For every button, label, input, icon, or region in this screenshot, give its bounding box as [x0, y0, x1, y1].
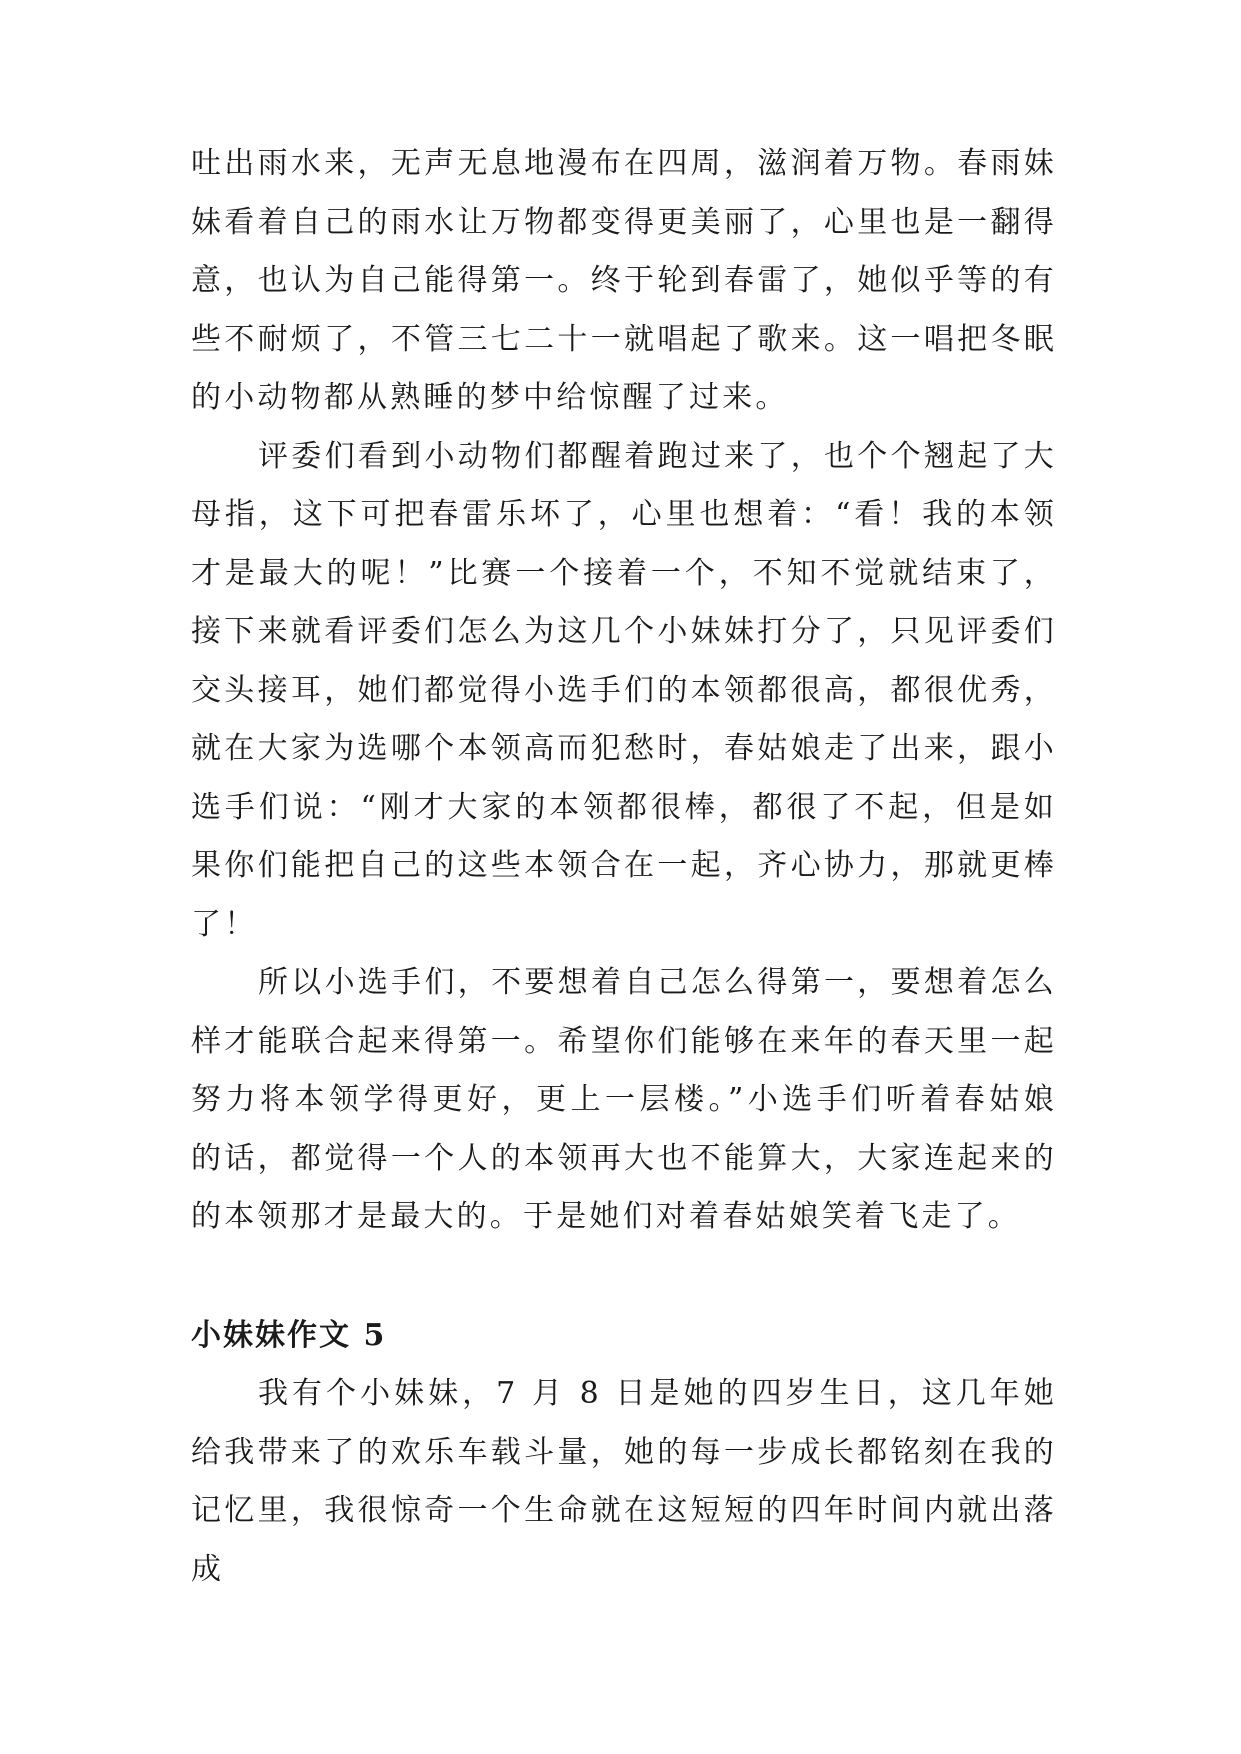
section-title: 小妹妹作文 5 [191, 1317, 387, 1353]
paragraph-continued: 吐出雨水来，无声无息地漫布在四周，滋润着万物。春雨妹妹看着自己的雨水让万物都变得更美丽了，心里也是一翻得意，也认为自己能得第一。终于轮到春雷了，她似乎等的有些不耐烦了，不管三七二十一就唱起了歌来。这一唱把冬眠的小动物都从熟睡的梦中给惊醒了过来。 [191, 146, 1057, 415]
paragraph-ending: 所以小选手们，不要想着自己怎么得第一，要想着怎么样才能联合起来得第一。希望你们能够在来年的春天里一起努力将本领学得更好，更上一层楼。”小选手们听着春姑娘的话，都觉得一个人的本领再大也不能算大，大家连起来的的本领那才是最大的。于是她们对着春姑娘笑着飞走了。 [191, 965, 1057, 1234]
paragraph-judges: 评委们看到小动物们都醒着跑过来了，也个个翘起了大母指，这下可把春雷乐坏了，心里也想着：“看！我的本领才是最大的呢！”比赛一个接着一个，不知不觉就结束了，接下来就看评委们怎么为这几个小妹妹打分了，只见评委们交头接耳，她们都觉得小选手们的本领都很高，都很优秀，就在大家为选哪个本领高而犯愁时，春姑娘走了出来，跟小选手们说：“刚才大家的本领都很棒，都很了不起，但是如果你们能把自己的这些本领合在一起，齐心协力，那就更棒了！ [191, 438, 1057, 942]
paragraph-section-start: 我有个小妹妹，7 月 8 日是她的四岁生日，这几年她给我带来了的欢乐车载斗量，她的每一步成长都铭刻在我的记忆里，我很惊奇一个生命就在这短短的四年时间内就出落成 [191, 1376, 1057, 1587]
document-body [191, 135, 1057, 1599]
